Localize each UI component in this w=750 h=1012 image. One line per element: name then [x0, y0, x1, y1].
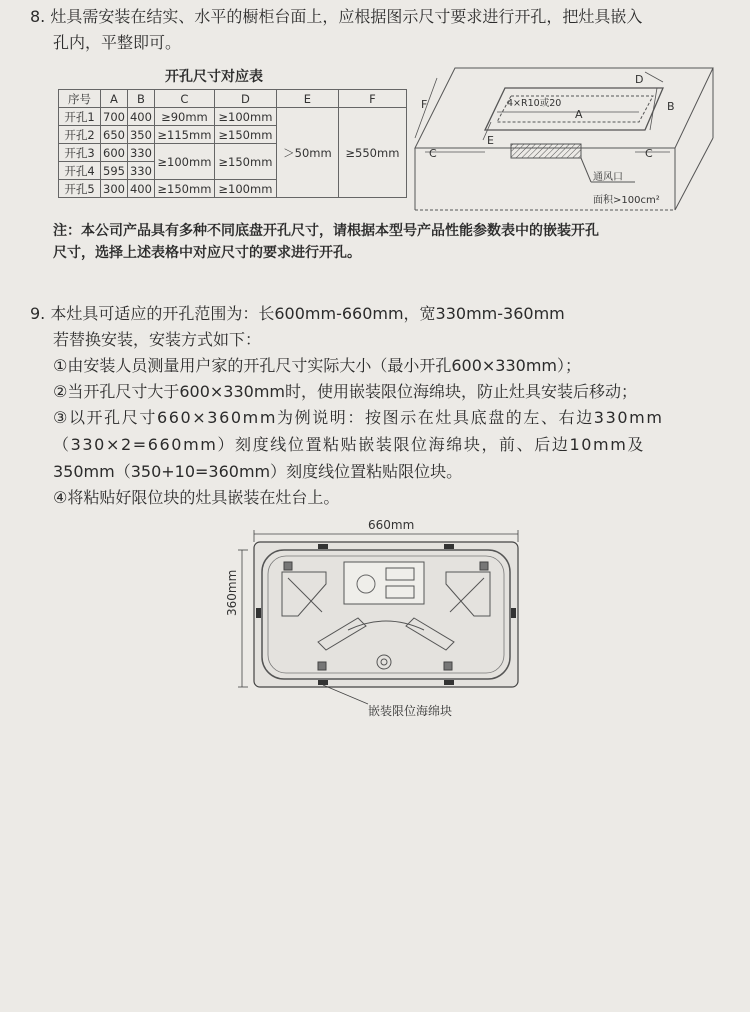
sec9-line2: 若替换安装，安装方式如下： [53, 330, 262, 349]
table-cell: 350 [127, 126, 154, 144]
vent-area-label: 面积>100cm² [593, 195, 660, 206]
sec8-line2: 孔内，平整即可。 [53, 33, 182, 52]
dim-label-c-left: C [429, 147, 437, 160]
table-cell: 600 [101, 144, 128, 162]
dim-label-f: F [421, 98, 428, 111]
dim-width-label: 660mm [368, 518, 415, 532]
table-cell: 595 [101, 162, 128, 180]
table-cell: 400 [127, 108, 154, 126]
sec9-item3c: 350mm（350+10=360mm）刻度线位置粘贴限位块。 [53, 462, 463, 481]
sponge-caption: 嵌装限位海绵块 [368, 704, 453, 718]
sec9-item1: ①由安装人员测量用户家的开孔尺寸实际大小（最小开孔600×330mm）； [53, 356, 582, 375]
table-cell: 开孔1 [59, 108, 101, 126]
table-header: C [154, 90, 214, 108]
dim-label-e: E [487, 134, 494, 147]
table-cell: 开孔2 [59, 126, 101, 144]
table-header: A [101, 90, 128, 108]
table-cell: ≥100mm [214, 180, 276, 198]
table-cell-f: ≥550mm [338, 108, 406, 198]
table-cell: ≥150mm [214, 144, 276, 180]
vent-hatch [511, 144, 581, 158]
table-header: E [276, 90, 338, 108]
spec-table [58, 89, 407, 198]
note-line2: 尺寸，选择上述表格中对应尺寸的要求进行开孔。 [53, 245, 361, 261]
table-cell: 400 [127, 180, 154, 198]
dim-label-b: B [667, 100, 675, 113]
foot [284, 562, 292, 570]
table-row [59, 108, 407, 126]
table-header: B [127, 90, 154, 108]
table-cell: 300 [101, 180, 128, 198]
table-cell: ≥100mm [214, 108, 276, 126]
cutout-hole [485, 88, 663, 130]
sponge-block [511, 608, 516, 618]
sec9-item2: ②当开孔尺寸大于600×330mm时，使用嵌装限位海绵块，防止灶具安装后移动； [53, 382, 638, 401]
sponge-block [444, 680, 454, 685]
sec9-item3b: （330×2=660mm）刻度线位置粘贴嵌装限位海绵块，前、后边10mm及 [53, 435, 645, 454]
table-cell: 开孔4 [59, 162, 101, 180]
foot [480, 562, 488, 570]
dim-label-d: D [635, 73, 644, 86]
sec9-item3a: ③以开孔尺寸660×360mm为例说明：按图示在灶具底盘的左、右边330mm [53, 408, 664, 427]
table-cell: 330 [127, 144, 154, 162]
table-title: 开孔尺寸对应表 [165, 69, 263, 85]
table-cell: 开孔5 [59, 180, 101, 198]
table-cell: ≥100mm [154, 144, 214, 180]
table-cell: ≥150mm [154, 180, 214, 198]
table-header: 序号 [59, 90, 101, 108]
dim-height-label: 360mm [225, 569, 239, 616]
table-cell: 650 [101, 126, 128, 144]
foot [318, 662, 326, 670]
table-header: D [214, 90, 276, 108]
table-cell-e: ＞50mm [276, 108, 338, 198]
dim-label-c-right: C [645, 147, 653, 160]
stove-base-diagram [218, 512, 528, 724]
note-line1: 注：本公司产品具有多种不同底盘开孔尺寸，请根据本型号产品性能参数表中的嵌装开孔 [53, 223, 599, 239]
sponge-block [256, 608, 261, 618]
cutout-diagram [395, 58, 725, 213]
table-cell: 开孔3 [59, 144, 101, 162]
vent-label: 通风口 [593, 172, 623, 183]
foot [444, 662, 452, 670]
sponge-block [318, 680, 328, 685]
table-cell: ≥90mm [154, 108, 214, 126]
sec8-line1: 8. 灶具需安装在结实、水平的橱柜台面上，应根据图示尺寸要求进行开孔，把灶具嵌入 [30, 7, 643, 26]
sec9-line1: 9. 本灶具可适应的开孔范围为：长600mm-660mm，宽330mm-360mm [30, 304, 565, 323]
table-cell: ≥115mm [154, 126, 214, 144]
table-cell: ≥150mm [214, 126, 276, 144]
table-header: F [338, 90, 406, 108]
dim-label-a: A [575, 108, 583, 121]
radius-label: 4×R10或20 [507, 98, 562, 109]
sponge-block [444, 544, 454, 549]
table-header-row [59, 90, 407, 108]
table-cell: 700 [101, 108, 128, 126]
sponge-block [318, 544, 328, 549]
table-cell: 330 [127, 162, 154, 180]
sec9-item4: ④将粘贴好限位块的灶具嵌装在灶台上。 [53, 488, 340, 507]
